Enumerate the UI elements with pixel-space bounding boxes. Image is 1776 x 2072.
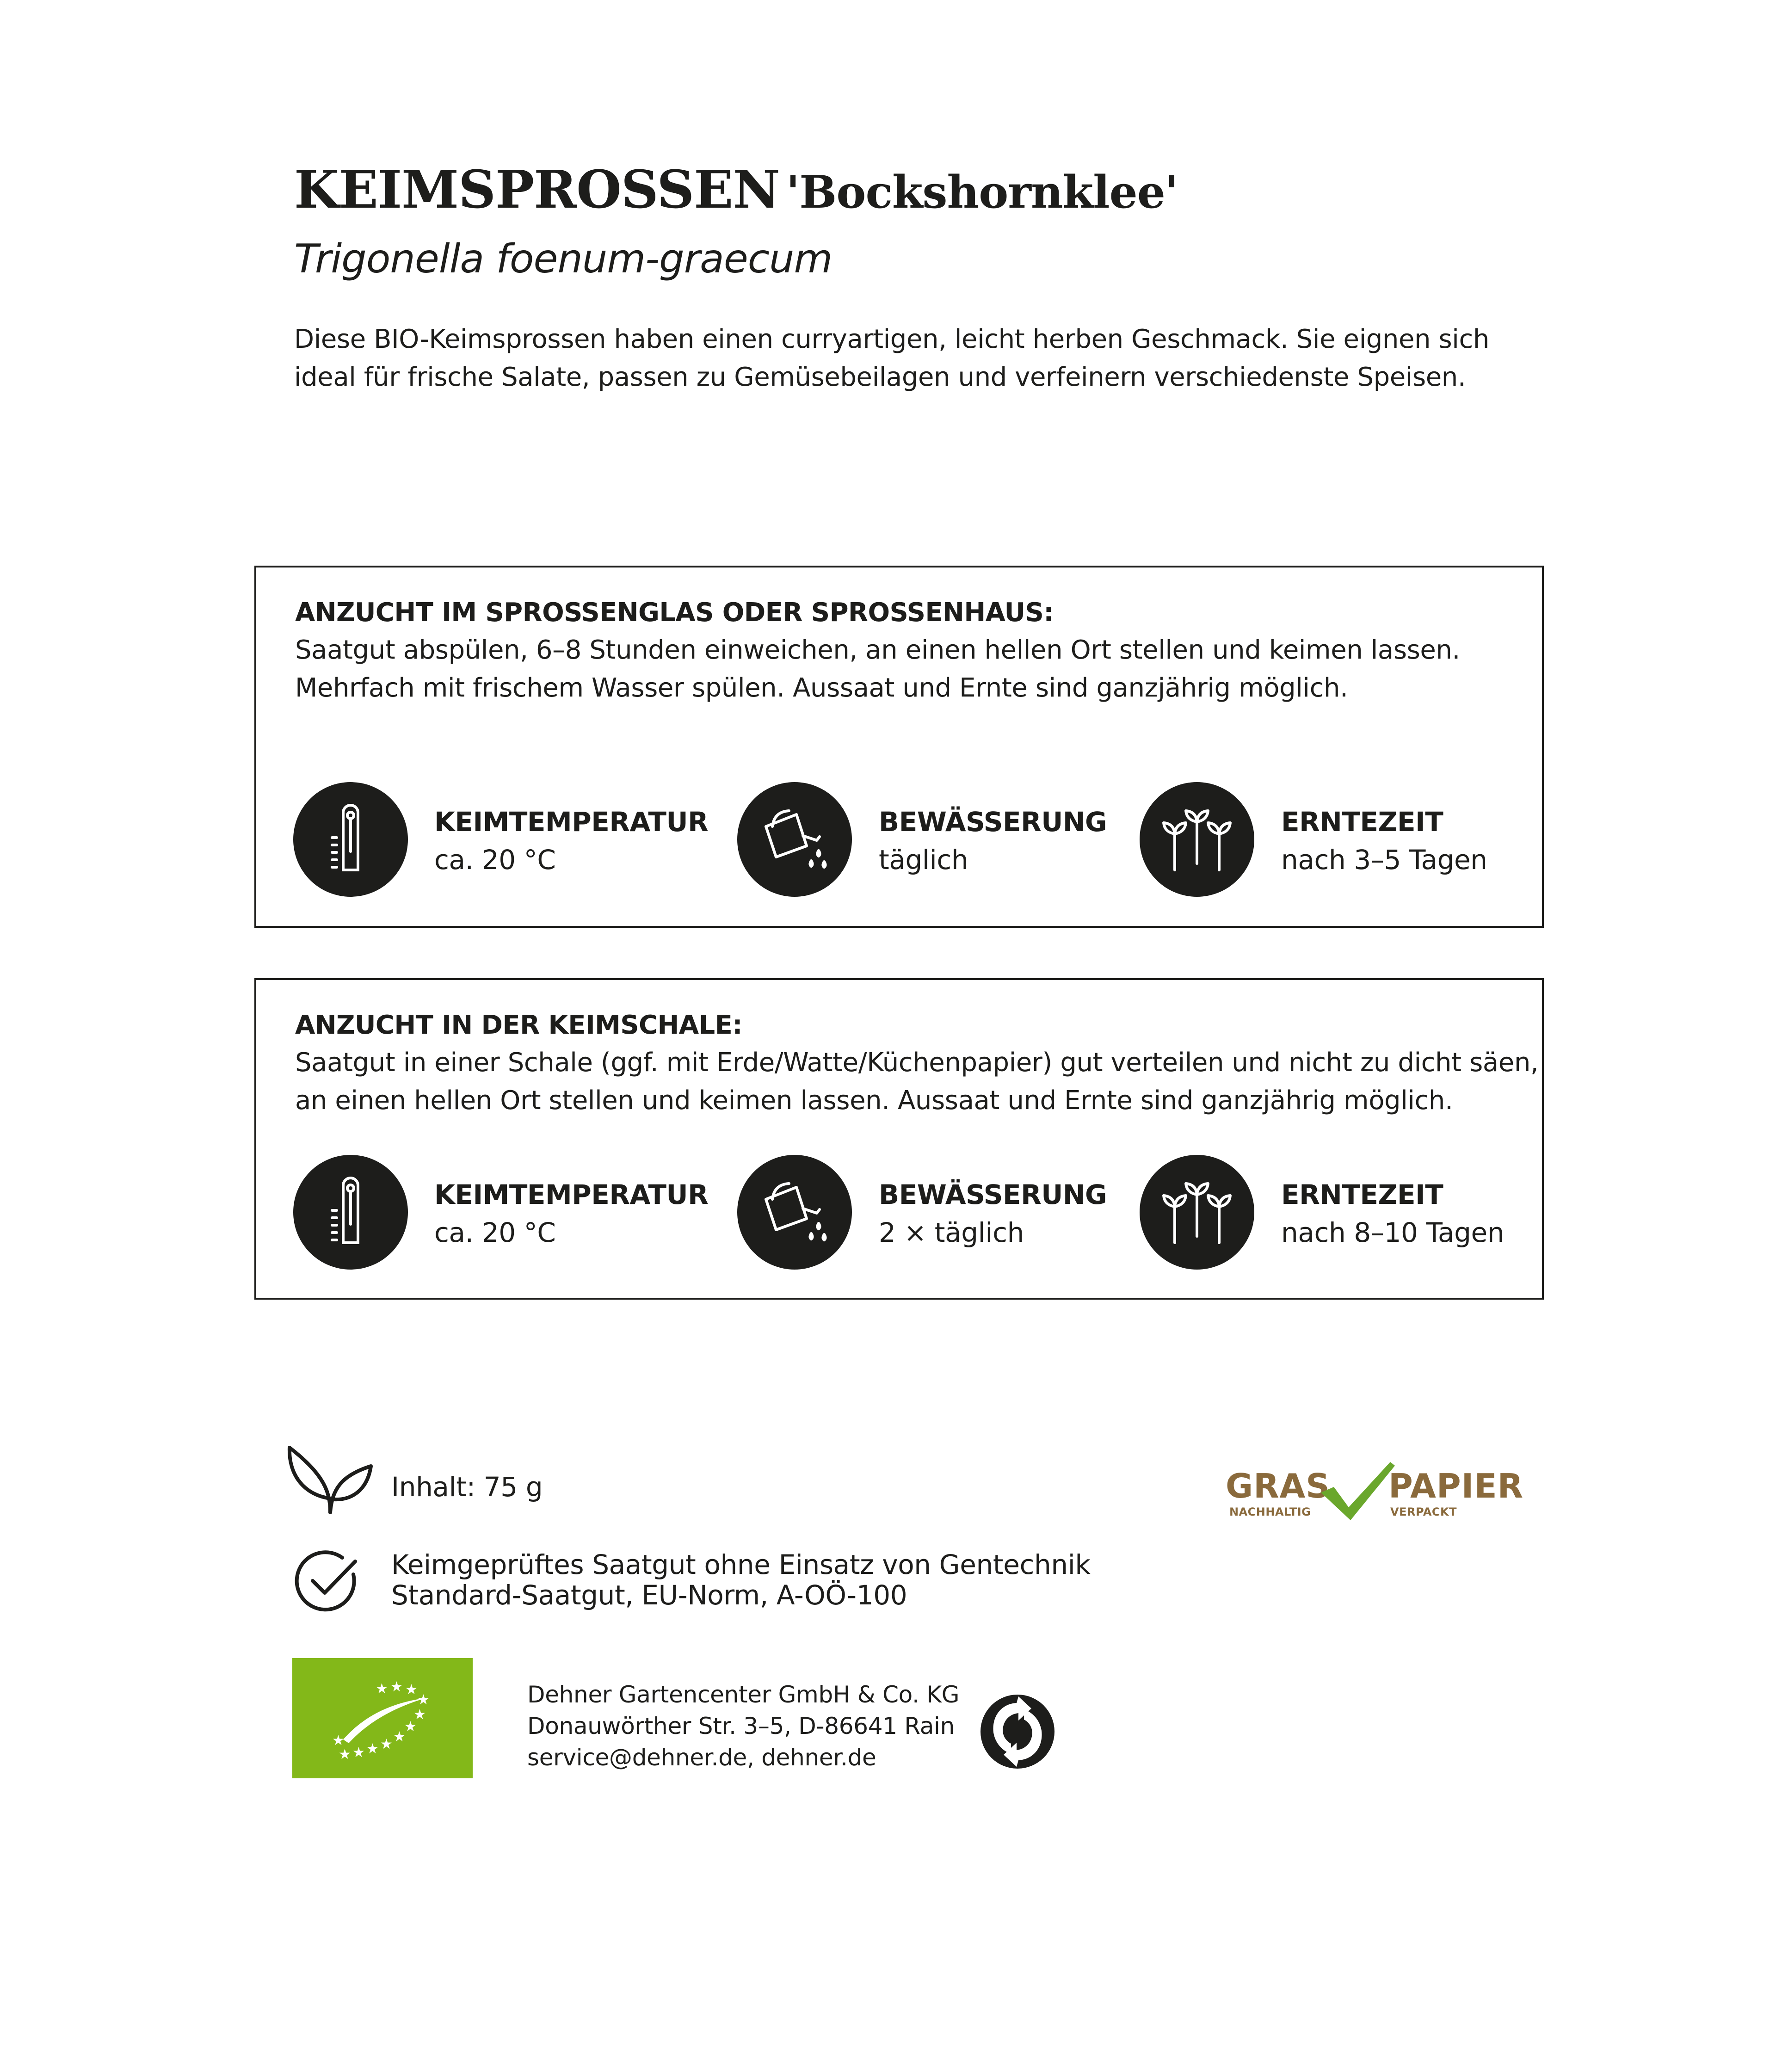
svg-text:★: ★ (417, 1692, 430, 1708)
check-circle-icon (290, 1545, 364, 1619)
address-line: service@dehner.de, dehner.de (527, 1744, 876, 1771)
description-line: ideal für frische Salate, passen zu Gemüsebeilagen und verfeinern verschiedenste Speisen. (294, 362, 1466, 392)
stat-value: nach 8–10 Tagen (1281, 1217, 1505, 1248)
svg-text:★: ★ (339, 1746, 351, 1763)
section-text (295, 1044, 1538, 1120)
svg-text:★: ★ (405, 1682, 418, 1698)
quality-line: Standard-Saatgut, EU-Norm, A-OÖ-100 (391, 1579, 907, 1611)
stat-value: täglich (879, 844, 968, 876)
quality-text (391, 1549, 1091, 1610)
svg-text:★: ★ (352, 1745, 365, 1761)
section-heading: ANZUCHT IM SPROSSENGLAS ODER SPROSSENHAUS: (295, 598, 1054, 628)
check-mark-icon (1316, 1459, 1395, 1524)
thermometer-icon (293, 1155, 408, 1270)
svg-text:★: ★ (380, 1736, 393, 1752)
svg-text:★: ★ (376, 1681, 388, 1697)
gras-word: GRAS (1226, 1467, 1331, 1505)
address-line: Donauwörther Str. 3–5, D-86641 Rain (527, 1713, 955, 1739)
latin-name: Trigonella foenum-graecum (294, 236, 832, 282)
svg-text:★: ★ (393, 1729, 406, 1745)
section-text (295, 631, 1460, 707)
address-line: Dehner Gartencenter GmbH & Co. KG (527, 1681, 960, 1708)
watering-can-icon (737, 1155, 852, 1270)
stat-label: BEWÄSSERUNG (879, 1179, 1107, 1210)
sprout-tray-instructions-box (254, 978, 1544, 1300)
svg-text:★: ★ (390, 1679, 403, 1695)
section-heading: ANZUCHT IN DER KEIMSCHALE: (295, 1010, 743, 1040)
stat-value: ca. 20 °C (434, 1217, 556, 1248)
company-address (527, 1679, 959, 1773)
gras-papier-logo (1226, 1459, 1524, 1524)
sprout-jar-instructions-box (254, 566, 1544, 928)
stat-label: ERNTEZEIT (1281, 1179, 1443, 1210)
stat-value: nach 3–5 Tagen (1281, 844, 1487, 876)
svg-text:★: ★ (366, 1741, 379, 1757)
section-line: Saatgut in einer Schale (ggf. mit Erde/Watte/Küchenpapier) gut verteilen und nicht zu dicht säen, (295, 1048, 1539, 1078)
section-line: Saatgut abspülen, 6–8 Stunden einweichen, an einen hellen Ort stellen und keimen lassen. (295, 635, 1460, 665)
green-dot-icon (979, 1693, 1056, 1770)
content-amount: Inhalt: 75 g (391, 1471, 543, 1503)
eu-organic-leaf-logo (292, 1658, 473, 1778)
stat-label: BEWÄSSERUNG (879, 806, 1107, 838)
stat-label: KEIMTEMPERATUR (434, 806, 709, 838)
papier-word: PAPIER (1388, 1467, 1524, 1505)
quality-line: Keimgeprüftes Saatgut ohne Einsatz von Gentechnik (391, 1549, 1091, 1580)
thermometer-icon (293, 782, 408, 897)
sprouts-icon (1140, 1155, 1254, 1270)
product-title (294, 160, 1178, 222)
svg-text:★: ★ (332, 1733, 345, 1749)
stat-label: KEIMTEMPERATUR (434, 1179, 709, 1210)
sprouts-icon (1140, 782, 1254, 897)
svg-text:★: ★ (413, 1707, 426, 1723)
svg-text:★: ★ (404, 1719, 417, 1735)
section-line: Mehrfach mit frischem Wasser spülen. Aussaat und Ernte sind ganzjährig möglich. (295, 673, 1348, 703)
stat-value: 2 × täglich (879, 1217, 1024, 1248)
section-line: an einen hellen Ort stellen und keimen lassen. Aussaat und Ernte sind ganzjährig möglich. (295, 1085, 1453, 1116)
papier-sub: VERPACKT (1390, 1505, 1457, 1518)
gras-sub: NACHHALTIG (1229, 1505, 1311, 1518)
product-description (294, 321, 1534, 396)
product-variety: 'Bockshornklee' (786, 166, 1178, 218)
description-line: Diese BIO-Keimsprossen haben einen curryartigen, leicht herben Geschmack. Sie eignen sich (294, 324, 1489, 354)
leaf-icon (286, 1443, 374, 1517)
watering-can-icon (737, 782, 852, 897)
stat-label: ERNTEZEIT (1281, 806, 1443, 838)
stat-value: ca. 20 °C (434, 844, 556, 876)
product-name: KEIMSPROSSEN (294, 160, 780, 220)
